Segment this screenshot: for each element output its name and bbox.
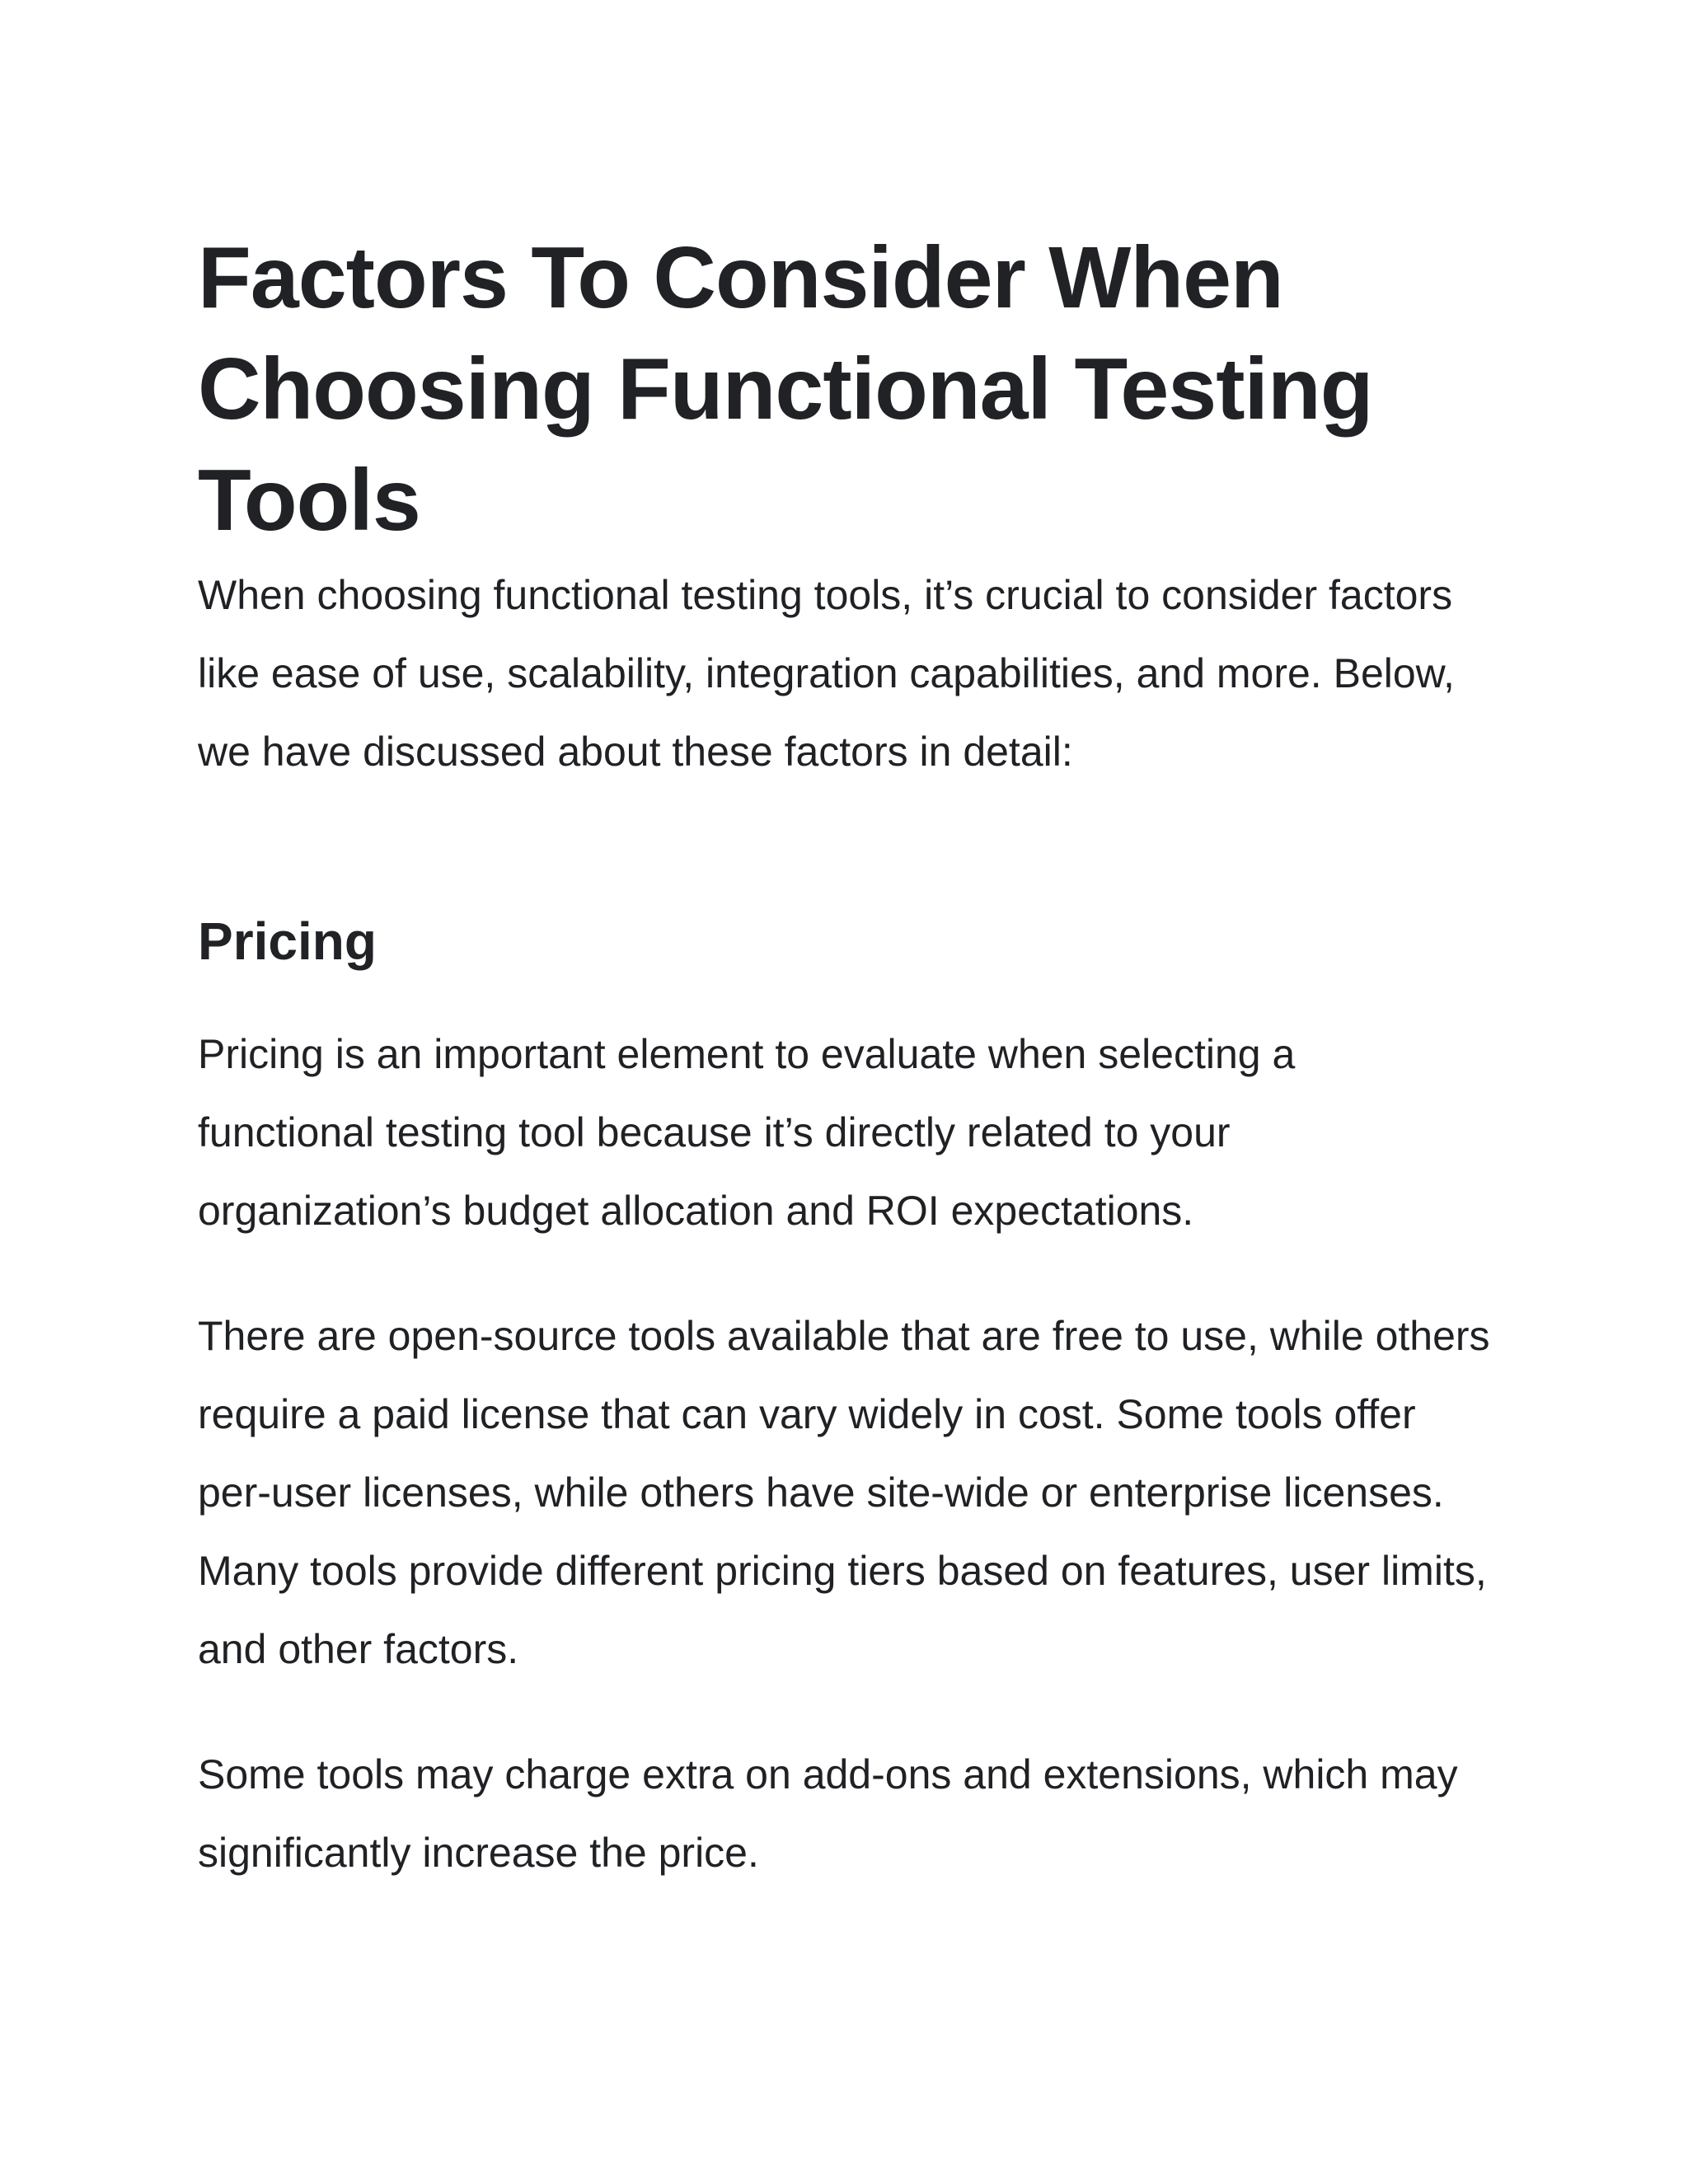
page-title: Factors To Consider When Choosing Functional Testing Tools: [198, 229, 1373, 549]
intro-paragraph: When choosing functional testing tools, it’s crucial to consider factors like ease of use, scalability, integration capabilities, and more. Below, we have discussed about these factors in detail:: [198, 572, 1455, 775]
pricing-paragraph-3: Some tools may charge extra on add-ons and extensions, which may significantly increase the price.: [198, 1751, 1458, 1876]
pricing-paragraph-2: There are open-source tools available that are free to use, while others require a paid license that can vary widely in cost. Some tools offer per-user licenses, while others have site-wide or enterprise licenses. Many tools provide different pricing tiers based on features, user limits, and other factors.: [198, 1313, 1490, 1672]
document-page: [198, 223, 1500, 1892]
pricing-paragraph-1: Pricing is an important element to evaluate when selecting a functional testing tool because it’s directly related to your organization’s budget allocation and ROI expectations.: [198, 1031, 1296, 1234]
section-heading-pricing: Pricing: [198, 912, 377, 971]
